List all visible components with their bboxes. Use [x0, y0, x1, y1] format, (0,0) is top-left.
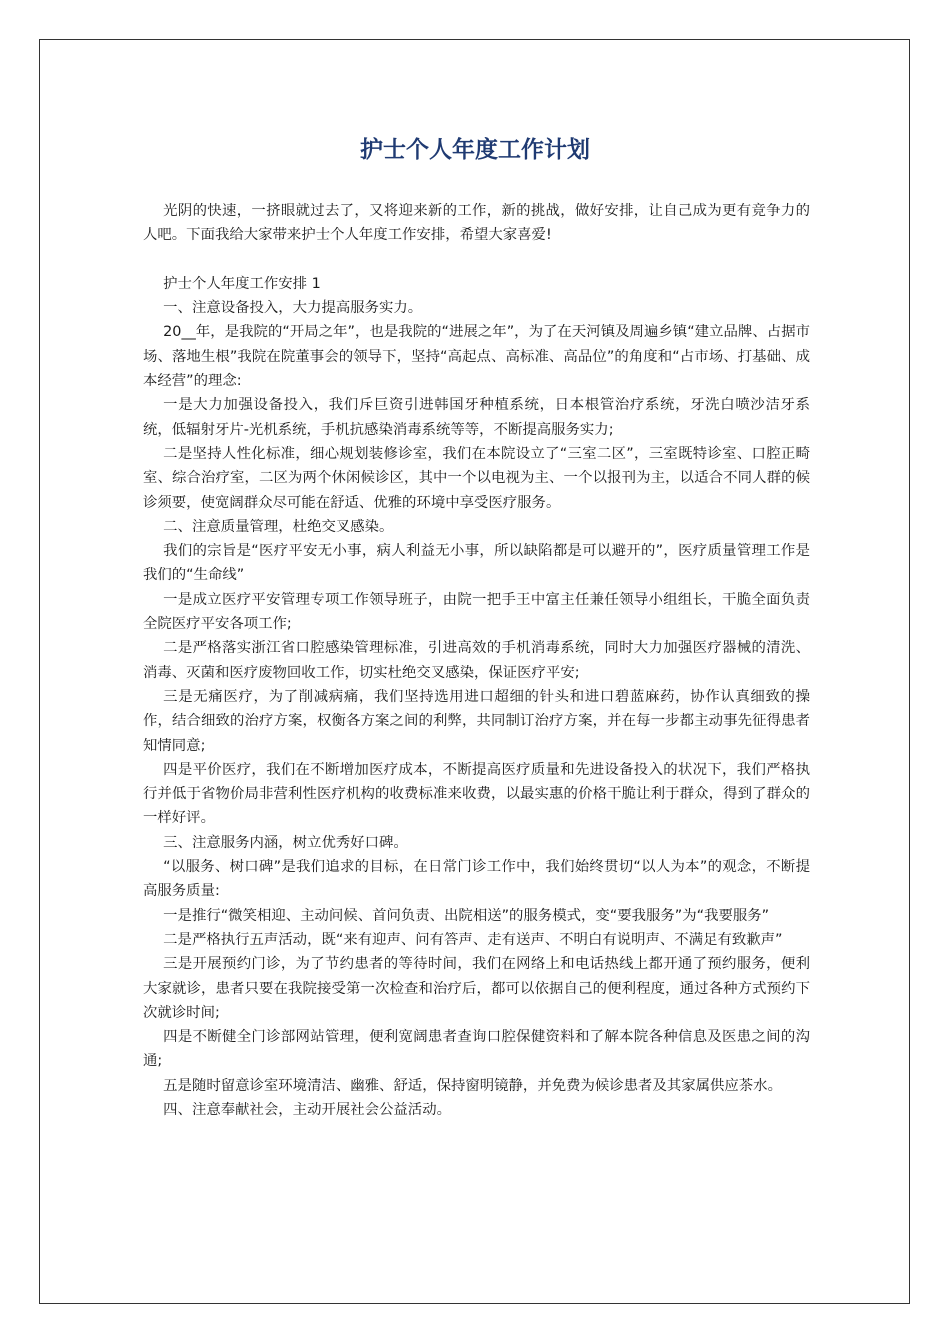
body-paragraph: 一是大力加强设备投入，我们斥巨资引进韩国牙种植系统，日本根管治疗系统，牙洗白喷沙洁牙系统，低辐射牙片-光机系统，手机抗感染消毒系统等等，不断提高服务实力; [143, 397, 810, 438]
body-paragraph: 二是严格执行五声活动，既“来有迎声、问有答声、走有送声、不明白有说明声、不满足有致歉声” [163, 931, 783, 948]
body-paragraph: 三是开展预约门诊，为了节约患者的等待时间，我们在网络上和电话热线上都开通了预约服务，便利大家就诊，患者只要在我院接受第一次检查和治疗后，都可以依据自己的便利程度，通过各种方式预约下次就诊时间; [143, 956, 810, 1021]
body-paragraph: 一是成立医疗平安管理专项工作领导班子，由院一把手王中富主任兼任领导小组组长，干脆全面负责全院医疗平安各项工作; [143, 591, 810, 633]
body-paragraph: 一是推行“微笑相迎、主动问候、首问负责、出院相送”的服务模式，变“要我服务”为“我要服务” [163, 907, 770, 924]
subsection-heading: 一、注意设备投入，大力提高服务实力。 [163, 300, 423, 317]
body-paragraph: 二是严格落实浙江省口腔感染管理标准，引进高效的手机消毒系统，同时大力加强医疗器械的清洗、消毒、灭菌和医疗废物回收工作，切实杜绝交叉感染，保证医疗平安; [143, 640, 810, 681]
body-paragraph: 二是坚持人性化标准，细心规划装修诊室，我们在本院设立了“三室二区”，三室既特诊室、口腔正畸室、综合治疗室，二区为两个休闲候诊区，其中一个以电视为主、一个以报刊为主，以适合不同人群的候诊须要，使宽阔群众尽可能在舒适、优雅的环境中享受医疗服务。 [143, 445, 810, 511]
body-paragraph: 我们的宗旨是“医疗平安无小事，病人利益无小事，所以缺陷都是可以避开的”，医疗质量管理工作是我们的“生命线” [143, 543, 810, 584]
document-title: 护士个人年度工作计划 [360, 137, 590, 163]
body-paragraph: 四是平价医疗，我们在不断增加医疗成本，不断提高医疗质量和先进设备投入的状况下，我们严格执行并低于省物价局非营利性医疗机构的收费标准来收费，以最实惠的价格干脆让利于群众，得到了群众的一样好评。 [143, 761, 810, 827]
intro-paragraph: 光阴的快速，一挤眼就过去了，又将迎来新的工作，新的挑战，做好安排，让自己成为更有竞争力的人吧。下面我给大家带来护士个人年度工作安排，希望大家喜爱! [143, 203, 810, 244]
subsection-heading: 二、注意质量管理，杜绝交叉感染。 [163, 518, 394, 535]
subsection-heading: 三、注意服务内涵，树立优秀好口碑。 [163, 834, 408, 851]
body-paragraph: 20__年，是我院的“开局之年”，也是我院的“进展之年”，为了在天河镇及周遍乡镇“建立品牌、占据市场、落地生根”我院在院董事会的领导下，坚持“高起点、高标准、高品位”的角度和“占市场、打基础、成本经营”的理念: [143, 324, 810, 390]
document-body [143, 199, 810, 1122]
body-paragraph: “以服务、树口碑”是我们追求的目标，在日常门诊工作中，我们始终贯切“以人为本”的观念，不断提高服务质量: [143, 859, 810, 900]
body-paragraph: 四是不断健全门诊部网站管理，便利宽阔患者查询口腔保健资料和了解本院各种信息及医患之间的沟通; [143, 1029, 810, 1070]
subsection-heading: 四、注意奉献社会，主动开展社会公益活动。 [163, 1101, 451, 1118]
body-paragraph: 三是无痛医疗，为了削减病痛，我们坚持选用进口超细的针头和进口碧蓝麻药，协作认真细致的操作，结合细致的治疗方案，权衡各方案之间的利弊，共同制订治疗方案，并在每一步都主动事先征得患者知情同意; [143, 688, 810, 754]
body-paragraph: 五是随时留意诊室环境清洁、幽雅、舒适，保持窗明镜静，并免费为候诊患者及其家属供应茶水。 [163, 1077, 782, 1094]
section-heading: 护士个人年度工作安排 1 [163, 275, 321, 292]
